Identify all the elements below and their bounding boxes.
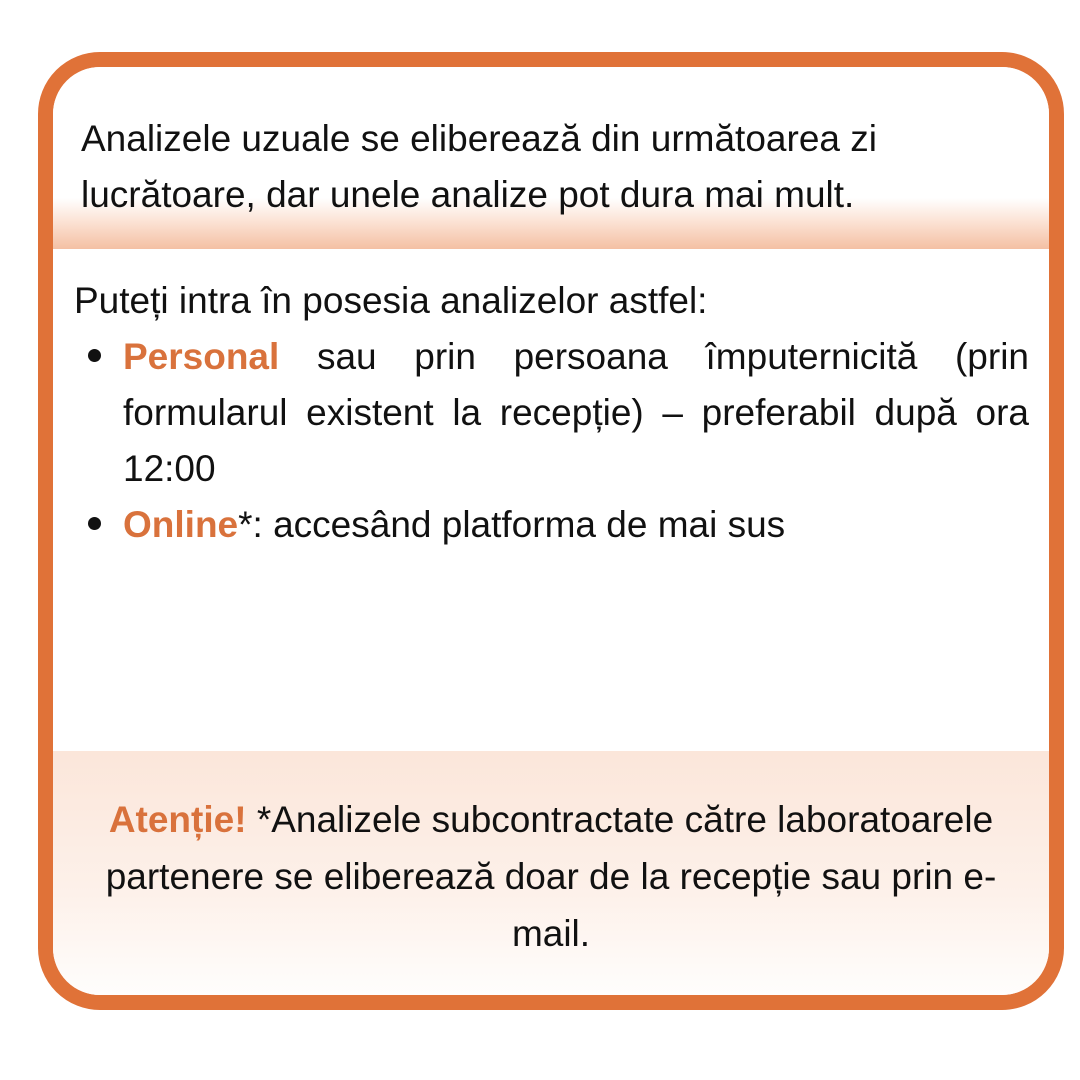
retrieval-heading: Puteți intra în posesia analizelor astfel: <box>74 280 708 321</box>
bullet-icon <box>88 349 101 362</box>
list-item <box>74 329 1029 497</box>
intro-text: Analizele uzuale se eliberează din următoarea zi lucrătoare, dar unele analize pot dura mai mult. <box>81 118 877 215</box>
online-label: Online <box>123 504 239 545</box>
notice-text: *Analizele subcontractate către laboratoarele partenere se eliberează doar de la recepție sau prin e-mail. <box>105 799 997 954</box>
info-card <box>38 52 1064 1010</box>
notice-label: Atenție! <box>108 799 247 840</box>
retrieval-list <box>74 329 1029 553</box>
intro-section <box>53 67 1049 249</box>
online-text: *: accesând platforma de mai sus <box>238 504 786 545</box>
list-item <box>74 497 1029 553</box>
retrieval-section <box>53 249 1049 751</box>
personal-text: sau prin persoana împuternicită (prin formularul existent la recepție) – preferabil după ora 12:00 <box>123 336 1029 489</box>
notice-section <box>53 751 1049 1010</box>
bullet-icon <box>88 517 101 530</box>
personal-label: Personal <box>123 336 280 377</box>
